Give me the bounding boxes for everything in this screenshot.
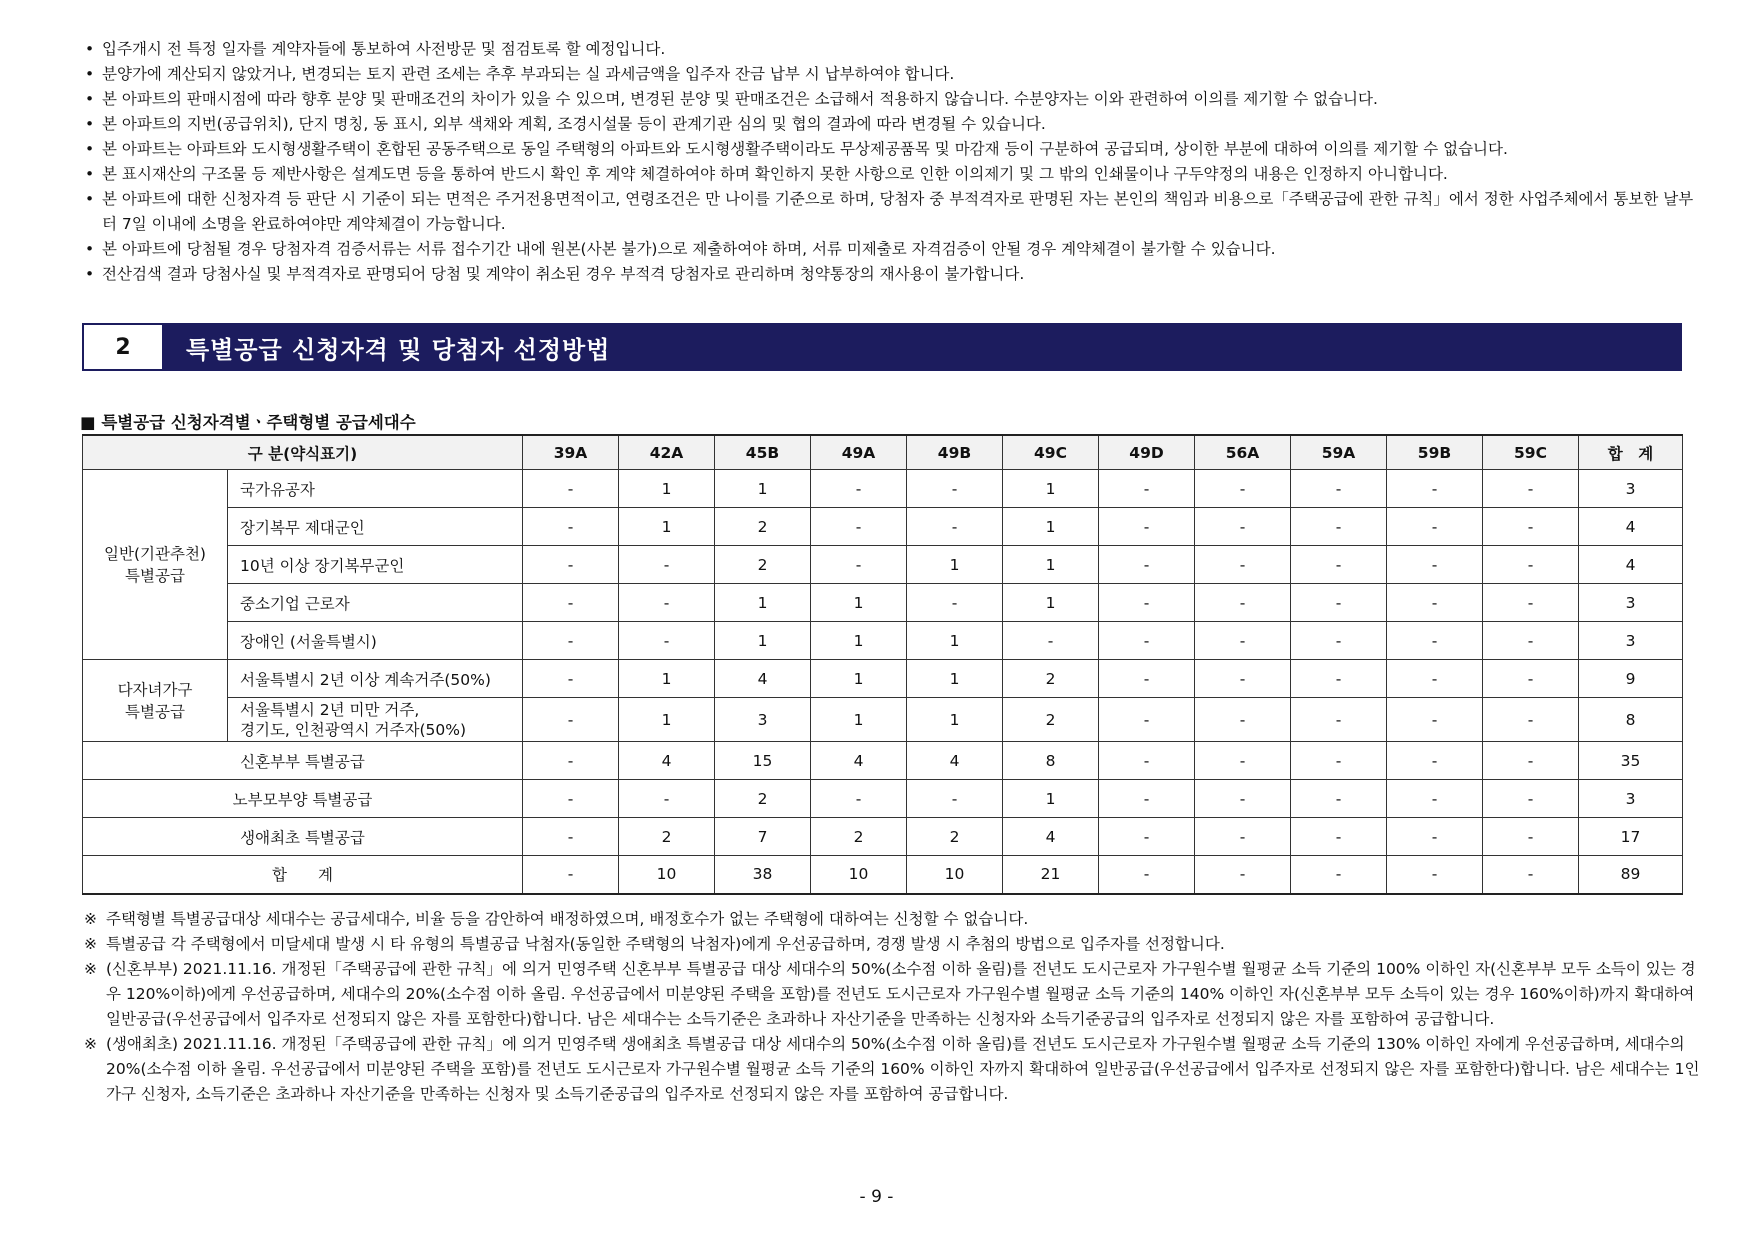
cell: 1 (619, 508, 715, 546)
row-label: 장애인 (서울특별시) (228, 622, 523, 660)
cell: 1 (811, 660, 907, 698)
cell: 1 (1003, 508, 1099, 546)
cell: - (523, 584, 619, 622)
cell: - (523, 660, 619, 698)
cell: 2 (1003, 660, 1099, 698)
cell: - (523, 780, 619, 818)
row-label: 서울특별시 2년 이상 계속거주(50%) (228, 660, 523, 698)
cell: 15 (715, 742, 811, 780)
header-col: 49A (811, 435, 907, 470)
cell: - (907, 780, 1003, 818)
cell: - (1483, 742, 1579, 780)
header-col: 45B (715, 435, 811, 470)
bullet-item: • 본 아파트의 판매시점에 따라 향후 분양 및 판매조건의 차이가 있을 수 있으며, 변경된 분양 및 판매조건은 소급해서 적용하지 않습니다. 수분양자는 이와 관련하여 이의를 제기할 수 없습니다. (82, 87, 1702, 112)
cell: 4 (715, 660, 811, 698)
cell: - (907, 584, 1003, 622)
bullet-item: • 분양가에 계산되지 않았거나, 변경되는 토지 관련 조세는 추후 부과되는 실 과세금액을 입주자 잔금 납부 시 납부하여야 합니다. (82, 62, 1702, 87)
cell: 1 (907, 660, 1003, 698)
cell: - (1483, 584, 1579, 622)
cell: - (1483, 698, 1579, 742)
cell: - (1003, 622, 1099, 660)
cell: - (1099, 780, 1195, 818)
cell: - (1483, 818, 1579, 856)
row-label: 생애최초 특별공급 (83, 818, 523, 856)
cell: - (1099, 508, 1195, 546)
cell: - (1291, 698, 1387, 742)
cell: - (811, 470, 907, 508)
cell: - (1483, 546, 1579, 584)
cell: - (1195, 622, 1291, 660)
cell: - (1291, 622, 1387, 660)
table-row (83, 780, 1683, 818)
bullet-item: • 본 표시재산의 구조물 등 제반사항은 설계도면 등을 통하여 반드시 확인 후 계약 체결하여야 하며 확인하지 못한 사항으로 인한 이의제기 및 그 밖의 인쇄물이나 구두약정의 내용은 인정하지 아니합니다. (82, 162, 1702, 187)
cell: - (523, 856, 619, 894)
cell: 1 (1003, 780, 1099, 818)
cell: - (1195, 856, 1291, 894)
note-item: ※ 주택형별 특별공급대상 세대수는 공급세대수, 비율 등을 감안하여 배정하였으며, 배정호수가 없는 주택형에 대하여는 신청할 수 없습니다. (82, 907, 1702, 932)
cell: - (1387, 622, 1483, 660)
cell: - (523, 622, 619, 660)
cell: - (523, 742, 619, 780)
cell: - (1387, 660, 1483, 698)
group-label-multichild: 다자녀가구 특별공급 (83, 660, 228, 742)
cell-total: 9 (1579, 660, 1683, 698)
cell: 4 (907, 742, 1003, 780)
row-label: 서울특별시 2년 미만 거주, 경기도, 인천광역시 거주자(50%) (228, 698, 523, 742)
supply-table (82, 434, 1683, 895)
cell: - (523, 818, 619, 856)
cell: - (1099, 698, 1195, 742)
cell-total: 35 (1579, 742, 1683, 780)
cell: - (1387, 698, 1483, 742)
cell: 2 (715, 508, 811, 546)
cell: 1 (811, 584, 907, 622)
cell: - (1099, 856, 1195, 894)
cell: 7 (715, 818, 811, 856)
cell: - (1387, 818, 1483, 856)
cell: 1 (715, 622, 811, 660)
cell: 1 (811, 622, 907, 660)
cell: - (1291, 780, 1387, 818)
table-title: ■ 특별공급 신청자격별ㆍ주택형별 공급세대수 (80, 413, 416, 432)
row-label: 중소기업 근로자 (228, 584, 523, 622)
group-label-general: 일반(기관추천) 특별공급 (83, 470, 228, 660)
cell: - (811, 780, 907, 818)
bullet-item: • 본 아파트에 당첨될 경우 당첨자격 검증서류는 서류 접수기간 내에 원본(사본 불가)으로 제출하여야 하며, 서류 미제출로 자격검증이 안될 경우 계약체결이 불가할 수 있습니다. (82, 237, 1702, 262)
cell: 10 (907, 856, 1003, 894)
cell: - (1291, 856, 1387, 894)
notice-bullet-list (82, 37, 1702, 287)
cell: 2 (1003, 698, 1099, 742)
cell: - (1099, 660, 1195, 698)
cell: - (523, 546, 619, 584)
row-label: 10년 이상 장기복무군인 (228, 546, 523, 584)
cell: - (1195, 818, 1291, 856)
cell: - (1195, 584, 1291, 622)
cell: - (1291, 470, 1387, 508)
table-row (83, 508, 1683, 546)
table-row (83, 470, 1683, 508)
section-number: 2 (84, 325, 162, 369)
table-row (83, 584, 1683, 622)
note-item: ※ (생애최초) 2021.11.16. 개정된「주택공급에 관한 규칙」에 의거 민영주택 생애최초 특별공급 대상 세대수의 50%(소수점 이하 올림)를 전년도 도시근로자 가구원수별 월평균 소득 기준의 130% 이하인 자에게 우선공급하며, 세대수의 20%(소수점 이하 올림. 우선공급에서 미분양된 주택을 포함)를 전년도 도시근로자 가구원수별 월평균 소득 기준의 160% 이하인 자까지 확대하여 일반공급(우선공급에서 입주자로 선정되지 않은 자를 포함한다)합니다. 남은 세대수는 1인 가구 신청자, 소득기준은 초과하나 자산기준을 만족하는 신청자 및 소득기준공급의 입주자로 선정되지 않은 자를 포함하여 공급합니다. (82, 1032, 1702, 1107)
cell-total: 8 (1579, 698, 1683, 742)
cell: 38 (715, 856, 811, 894)
cell: - (1483, 622, 1579, 660)
header-col: 59A (1291, 435, 1387, 470)
cell: 2 (811, 818, 907, 856)
notes-list (82, 907, 1702, 1107)
cell: - (1291, 818, 1387, 856)
cell: - (1291, 584, 1387, 622)
cell: - (907, 470, 1003, 508)
cell: - (619, 584, 715, 622)
cell: 4 (1003, 818, 1099, 856)
cell: 1 (907, 698, 1003, 742)
cell: - (1483, 508, 1579, 546)
cell: - (523, 470, 619, 508)
cell: 2 (715, 546, 811, 584)
cell-total: 89 (1579, 856, 1683, 894)
header-col: 42A (619, 435, 715, 470)
cell: 1 (1003, 470, 1099, 508)
cell: 1 (907, 546, 1003, 584)
cell-total: 3 (1579, 584, 1683, 622)
table-header-row (83, 435, 1683, 470)
row-label: 노부모부양 특별공급 (83, 780, 523, 818)
cell: - (1099, 470, 1195, 508)
cell: - (1483, 856, 1579, 894)
table-row (83, 622, 1683, 660)
cell: - (523, 698, 619, 742)
table-row (83, 818, 1683, 856)
cell-total: 4 (1579, 508, 1683, 546)
cell: - (1387, 470, 1483, 508)
section-header (82, 323, 1682, 371)
cell: - (1291, 546, 1387, 584)
table-row (83, 660, 1683, 698)
header-col: 49B (907, 435, 1003, 470)
cell-total: 3 (1579, 622, 1683, 660)
cell: - (1387, 508, 1483, 546)
cell: 1 (1003, 584, 1099, 622)
bullet-item: • 전산검색 결과 당첨사실 및 부적격자로 판명되어 당첨 및 계약이 취소된 경우 부적격 당첨자로 관리하며 청약통장의 재사용이 불가합니다. (82, 262, 1702, 287)
cell: 4 (811, 742, 907, 780)
cell: - (619, 780, 715, 818)
cell: - (1195, 780, 1291, 818)
table-row (83, 742, 1683, 780)
cell: 10 (619, 856, 715, 894)
cell: - (1387, 546, 1483, 584)
table-row (83, 698, 1683, 742)
cell: - (619, 622, 715, 660)
table-row (83, 546, 1683, 584)
cell: - (1291, 742, 1387, 780)
header-col: 49D (1099, 435, 1195, 470)
cell: 1 (811, 698, 907, 742)
cell: - (619, 546, 715, 584)
header-col: 59B (1387, 435, 1483, 470)
cell: 1 (619, 470, 715, 508)
cell: - (1483, 470, 1579, 508)
note-item: ※ 특별공급 각 주택형에서 미달세대 발생 시 타 유형의 특별공급 낙첨자(동일한 주택형의 낙첨자)에게 우선공급하며, 경쟁 발생 시 추첨의 방법으로 입주자를 선정합니다. (82, 932, 1702, 957)
row-label: 장기복무 제대군인 (228, 508, 523, 546)
bullet-item: • 본 아파트에 대한 신청자격 등 판단 시 기준이 되는 면적은 주거전용면적이고, 연령조건은 만 나이를 기준으로 하며, 당첨자 중 부적격자로 판명된 자는 본인의 책임과 비용으로「주택공급에 관한 규칙」에서 정한 사업주체에서 통보한 날부터 7일 이내에 소명을 완료하여야만 계약체결이 가능합니다. (82, 187, 1702, 237)
cell: - (811, 508, 907, 546)
bullet-item: • 입주개시 전 특정 일자를 계약자들에 통보하여 사전방문 및 점검토록 할 예정입니다. (82, 37, 1702, 62)
cell: 1 (907, 622, 1003, 660)
cell: 10 (811, 856, 907, 894)
cell-total: 3 (1579, 780, 1683, 818)
cell: - (1099, 818, 1195, 856)
cell-total: 3 (1579, 470, 1683, 508)
cell: - (1195, 660, 1291, 698)
cell: 21 (1003, 856, 1099, 894)
bullet-item: • 본 아파트는 아파트와 도시형생활주택이 혼합된 공동주택으로 동일 주택형의 아파트와 도시형생활주택이라도 무상제공품목 및 마감재 등이 구분하여 공급되며, 상이한 부분에 대하여 이의를 제기할 수 없습니다. (82, 137, 1702, 162)
cell: 2 (619, 818, 715, 856)
cell: 1 (619, 660, 715, 698)
cell: - (811, 546, 907, 584)
cell: - (1195, 508, 1291, 546)
header-col-total: 합 계 (1579, 435, 1683, 470)
cell: 1 (619, 698, 715, 742)
page-number: - 9 - (859, 1187, 894, 1207)
cell-total: 4 (1579, 546, 1683, 584)
bullet-item: • 본 아파트의 지번(공급위치), 단지 명칭, 동 표시, 외부 색채와 계획, 조경시설물 등이 관계기관 심의 및 협의 결과에 따라 변경될 수 있습니다. (82, 112, 1702, 137)
cell: - (1195, 470, 1291, 508)
cell: - (1099, 546, 1195, 584)
row-label: 신혼부부 특별공급 (83, 742, 523, 780)
cell: - (1291, 660, 1387, 698)
cell: - (1387, 584, 1483, 622)
row-label: 국가유공자 (228, 470, 523, 508)
cell: - (1195, 698, 1291, 742)
row-label: 합 계 (83, 856, 523, 894)
cell: - (1291, 508, 1387, 546)
cell: - (1099, 622, 1195, 660)
cell: - (1387, 780, 1483, 818)
table-total-row (83, 856, 1683, 894)
cell: 4 (619, 742, 715, 780)
cell: 2 (907, 818, 1003, 856)
cell: 1 (715, 470, 811, 508)
cell: - (1387, 856, 1483, 894)
cell: - (907, 508, 1003, 546)
cell: - (1483, 780, 1579, 818)
cell: - (1195, 546, 1291, 584)
cell: 1 (1003, 546, 1099, 584)
cell: - (1483, 660, 1579, 698)
header-col: 59C (1483, 435, 1579, 470)
cell: 3 (715, 698, 811, 742)
cell: 2 (715, 780, 811, 818)
note-item: ※ (신혼부부) 2021.11.16. 개정된「주택공급에 관한 규칙」에 의거 민영주택 신혼부부 특별공급 대상 세대수의 50%(소수점 이하 올림)를 전년도 도시근로자 가구원수별 월평균 소득 기준의 100% 이하인 자(신혼부부 모두 소득이 있는 경우 120%이하)에게 우선공급하며, 세대수의 20%(소수점 이하 올림. 우선공급에서 미분양된 주택을 포함)를 전년도 도시근로자 가구원수별 월평균 소득 기준의 140% 이하인 자(신혼부부 모두 소득이 있는 경우 160%이하)까지 확대하여 일반공급(우선공급에서 입주자로 선정되지 않은 자를 포함한다)합니다. 남은 세대수는 소득기준은 초과하나 자산기준을 만족하는 신청자와 소득기준공급의 입주자로 선정되지 않은 자를 포함하여 공급합니다. (82, 957, 1702, 1032)
header-col: 39A (523, 435, 619, 470)
cell: - (1387, 742, 1483, 780)
header-col: 56A (1195, 435, 1291, 470)
cell-total: 17 (1579, 818, 1683, 856)
cell: 8 (1003, 742, 1099, 780)
cell: - (1099, 584, 1195, 622)
cell: - (1195, 742, 1291, 780)
section-title: 특별공급 신청자격 및 당첨자 선정방법 (162, 325, 1680, 369)
header-col: 49C (1003, 435, 1099, 470)
cell: 1 (715, 584, 811, 622)
cell: - (523, 508, 619, 546)
header-category: 구 분(약식표기) (83, 435, 523, 470)
cell: - (1099, 742, 1195, 780)
